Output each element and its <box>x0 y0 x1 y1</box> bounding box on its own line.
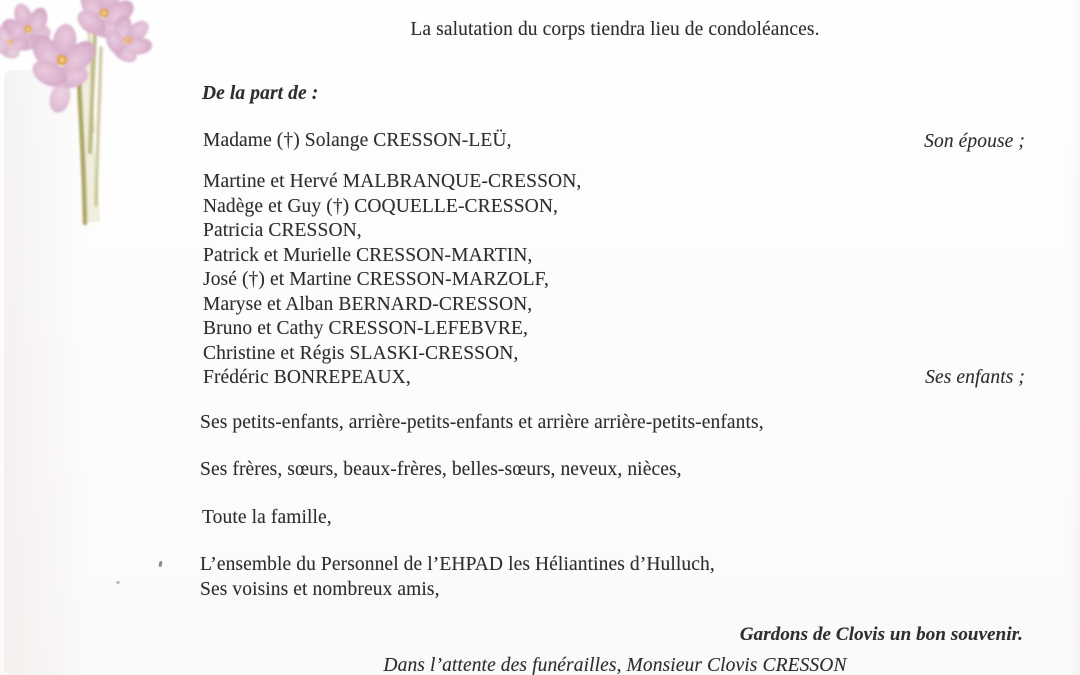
children-line: Patricia CRESSON, <box>203 220 362 241</box>
children-line: Bruno et Cathy CRESSON-LEFEBVRE, <box>203 318 528 339</box>
flower-illustration <box>0 0 200 250</box>
children-line: Maryse et Alban BERNARD-CRESSON, <box>203 293 533 315</box>
scan-artifact <box>116 581 120 584</box>
family-line: Toute la famille, <box>202 507 332 528</box>
children-line: José (†) et Martine CRESSON-MARZOLF, <box>203 269 549 290</box>
neighbors-line: Ses voisins et nombreux amis, <box>200 579 440 600</box>
remembrance-line: Gardons de Clovis un bon souvenir. <box>739 624 1023 645</box>
grandchildren-line: Ses petits-enfants, arrière-petits-enfants et arrière arrière-petits-enfants, <box>200 412 764 433</box>
children-line: Patrick et Murielle CRESSON-MARTIN, <box>203 244 533 266</box>
children-line: Frédéric BONREPEAUX, <box>203 367 411 388</box>
from-heading: De la part de : <box>202 83 319 104</box>
scan-shading-right <box>1070 0 1080 675</box>
closing-line: Dans l’attente des funérailles, Monsieur Clovis CRESSON <box>383 655 847 675</box>
children-line: Martine et Hervé MALBRANQUE-CRESSON, <box>203 171 582 192</box>
siblings-line: Ses frères, sœurs, beaux-frères, belles-sœurs, neveux, nièces, <box>200 459 682 480</box>
children-relation-label: Ses enfants ; <box>925 367 1025 388</box>
scan-artifact <box>158 561 162 567</box>
children-list <box>203 170 581 391</box>
spouse-name: Madame (†) Solange CRESSON-LEÜ, <box>203 130 512 151</box>
staff-line: L’ensemble du Personnel de l’EHPAD les Héliantines d’Hulluch, <box>200 554 715 575</box>
condolence-intro-line: La salutation du corps tiendra lieu de condoléances. <box>410 19 820 40</box>
children-line: Nadège et Guy (†) COQUELLE-CRESSON, <box>203 195 558 217</box>
children-line: Christine et Régis SLASKI-CRESSON, <box>203 342 519 364</box>
spouse-relation-label: Son épouse ; <box>924 131 1025 152</box>
